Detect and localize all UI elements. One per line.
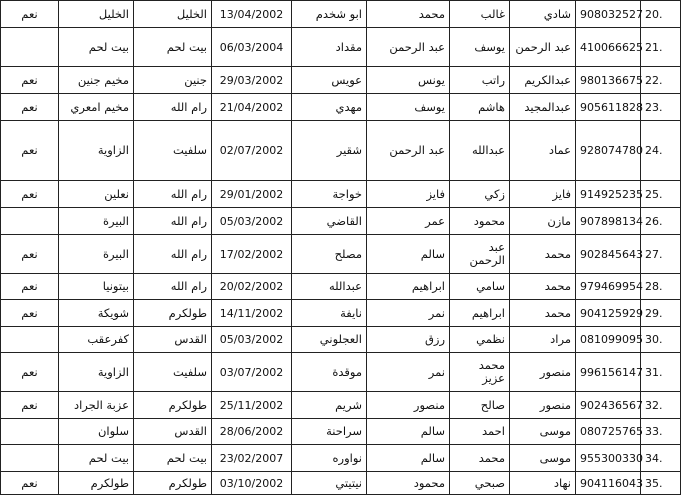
first-name-cell: شادي <box>510 1 576 28</box>
father-name-cell: سامي <box>450 274 510 300</box>
father-name-cell: محمد <box>450 445 510 472</box>
birth-date-cell: 14/11/2002 <box>212 300 292 327</box>
id-number-cell: 914925235 <box>576 181 641 208</box>
id-number-cell: 410066625 <box>576 28 641 67</box>
id-number-cell: 904116043 <box>576 472 641 495</box>
family-name-cell: شقير <box>292 121 367 181</box>
father-name-cell: صبحي <box>450 472 510 495</box>
first-name-cell: عماد <box>510 121 576 181</box>
birth-date-cell: 29/03/2002 <box>212 67 292 94</box>
flag-cell <box>1 445 59 472</box>
id-number-cell: 081099095 <box>576 327 641 353</box>
table-row <box>1 208 681 235</box>
flag-cell: نعم <box>1 300 59 327</box>
table-row <box>1 472 681 495</box>
flag-cell <box>1 327 59 353</box>
family-name-cell: عبدالله <box>292 274 367 300</box>
birth-date-cell: 06/03/2004 <box>212 28 292 67</box>
father-name-cell: راتب <box>450 67 510 94</box>
governorate-cell: طولكرم <box>134 392 212 419</box>
governorate-cell: جنين <box>134 67 212 94</box>
father-name-cell: احمد <box>450 419 510 445</box>
first-name-cell: عبد الرحمن <box>510 28 576 67</box>
birth-date-cell: 25/11/2002 <box>212 392 292 419</box>
father-name-cell: محمود <box>450 208 510 235</box>
grandfather-name-cell: سالم <box>367 419 450 445</box>
id-number-cell: 907898134 <box>576 208 641 235</box>
flag-cell <box>1 419 59 445</box>
first-name-cell: نهاد <box>510 472 576 495</box>
flag-cell: نعم <box>1 1 59 28</box>
first-name-cell: موسى <box>510 445 576 472</box>
flag-cell <box>1 28 59 67</box>
family-name-cell: العجلوني <box>292 327 367 353</box>
row-number-cell: 22. <box>641 67 681 94</box>
table-row <box>1 392 681 419</box>
birth-date-cell: 05/03/2002 <box>212 208 292 235</box>
table-row <box>1 235 681 274</box>
governorate-cell: طولكرم <box>134 472 212 495</box>
grandfather-name-cell: يوسف <box>367 94 450 121</box>
grandfather-name-cell: ابراهيم <box>367 274 450 300</box>
flag-cell: نعم <box>1 353 59 392</box>
family-name-cell: نواوره <box>292 445 367 472</box>
governorate-cell: القدس <box>134 327 212 353</box>
id-number-cell: 908032527 <box>576 1 641 28</box>
birth-date-cell: 03/10/2002 <box>212 472 292 495</box>
table-row <box>1 445 681 472</box>
locality-cell: الخليل <box>59 1 134 28</box>
id-number-cell: 080725765 <box>576 419 641 445</box>
locality-cell: سلوان <box>59 419 134 445</box>
first-name-cell: موسى <box>510 419 576 445</box>
table-row <box>1 300 681 327</box>
grandfather-name-cell: منصور <box>367 392 450 419</box>
governorate-cell: رام الله <box>134 208 212 235</box>
father-name-cell: نظمي <box>450 327 510 353</box>
row-number-cell: 33. <box>641 419 681 445</box>
birth-date-cell: 23/02/2007 <box>212 445 292 472</box>
grandfather-name-cell: عبد الرحمن <box>367 121 450 181</box>
father-name-cell: محمد عزيز <box>450 353 510 392</box>
birth-date-cell: 03/07/2002 <box>212 353 292 392</box>
grandfather-name-cell: نمر <box>367 300 450 327</box>
flag-cell: نعم <box>1 235 59 274</box>
locality-cell: نعلين <box>59 181 134 208</box>
locality-cell: بيتونيا <box>59 274 134 300</box>
family-name-cell: نيتيتي <box>292 472 367 495</box>
father-name-cell: ابراهيم <box>450 300 510 327</box>
first-name-cell: عبدالكريم <box>510 67 576 94</box>
locality-cell: البيرة <box>59 208 134 235</box>
family-name-cell: مقداد <box>292 28 367 67</box>
row-number-cell: 27. <box>641 235 681 274</box>
first-name-cell: منصور <box>510 392 576 419</box>
row-number-cell: 24. <box>641 121 681 181</box>
father-name-cell: يوسف <box>450 28 510 67</box>
row-number-cell: 20. <box>641 1 681 28</box>
family-name-cell: مهدي <box>292 94 367 121</box>
id-number-cell: 980136675 <box>576 67 641 94</box>
father-name-cell: عبدالله <box>450 121 510 181</box>
table-row <box>1 419 681 445</box>
first-name-cell: محمد <box>510 235 576 274</box>
governorate-cell: القدس <box>134 419 212 445</box>
flag-cell: نعم <box>1 181 59 208</box>
governorate-cell: طولكرم <box>134 300 212 327</box>
birth-date-cell: 28/06/2002 <box>212 419 292 445</box>
row-number-cell: 21. <box>641 28 681 67</box>
birth-date-cell: 20/02/2002 <box>212 274 292 300</box>
locality-cell: الزاوية <box>59 353 134 392</box>
row-number-cell: 23. <box>641 94 681 121</box>
grandfather-name-cell: نمر <box>367 353 450 392</box>
table-row <box>1 274 681 300</box>
birth-date-cell: 17/02/2002 <box>212 235 292 274</box>
first-name-cell: عبدالمجيد <box>510 94 576 121</box>
birth-date-cell: 21/04/2002 <box>212 94 292 121</box>
locality-cell: مخيم امعري <box>59 94 134 121</box>
father-name-cell: هاشم <box>450 94 510 121</box>
grandfather-name-cell: يونس <box>367 67 450 94</box>
family-name-cell: نايفة <box>292 300 367 327</box>
governorate-cell: سلفيت <box>134 353 212 392</box>
locality-cell: بيت لحم <box>59 28 134 67</box>
family-name-cell: سراحنة <box>292 419 367 445</box>
governorate-cell: الخليل <box>134 1 212 28</box>
id-number-cell: 905611828 <box>576 94 641 121</box>
governorate-cell: رام الله <box>134 94 212 121</box>
row-number-cell: 35. <box>641 472 681 495</box>
family-name-cell: موقدة <box>292 353 367 392</box>
row-number-cell: 34. <box>641 445 681 472</box>
governorate-cell: رام الله <box>134 274 212 300</box>
first-name-cell: مراد <box>510 327 576 353</box>
grandfather-name-cell: فايز <box>367 181 450 208</box>
father-name-cell: غالب <box>450 1 510 28</box>
row-number-cell: 25. <box>641 181 681 208</box>
table-row <box>1 67 681 94</box>
family-name-cell: مصلح <box>292 235 367 274</box>
row-number-cell: 28. <box>641 274 681 300</box>
table-row <box>1 353 681 392</box>
flag-cell: نعم <box>1 67 59 94</box>
table-row <box>1 1 681 28</box>
governorate-cell: رام الله <box>134 235 212 274</box>
locality-cell: البيرة <box>59 235 134 274</box>
id-number-cell: 902436567 <box>576 392 641 419</box>
flag-cell: نعم <box>1 392 59 419</box>
locality-cell: طولكرم <box>59 472 134 495</box>
grandfather-name-cell: عبد الرحمن <box>367 28 450 67</box>
row-number-cell: 32. <box>641 392 681 419</box>
row-number-cell: 26. <box>641 208 681 235</box>
grandfather-name-cell: محمد <box>367 1 450 28</box>
family-name-cell: عويس <box>292 67 367 94</box>
table-body <box>1 1 681 495</box>
governorate-cell: بيت لحم <box>134 445 212 472</box>
birth-date-cell: 05/03/2002 <box>212 327 292 353</box>
locality-cell: شويكة <box>59 300 134 327</box>
table-row <box>1 94 681 121</box>
row-number-cell: 29. <box>641 300 681 327</box>
locality-cell: مخيم جنين <box>59 67 134 94</box>
table-row <box>1 327 681 353</box>
family-name-cell: ابو شخدم <box>292 1 367 28</box>
father-name-cell: صالح <box>450 392 510 419</box>
locality-cell: عزبة الجراد <box>59 392 134 419</box>
flag-cell <box>1 208 59 235</box>
family-name-cell: شريم <box>292 392 367 419</box>
grandfather-name-cell: سالم <box>367 445 450 472</box>
locality-cell: الزاوية <box>59 121 134 181</box>
id-number-cell: 904125929 <box>576 300 641 327</box>
id-number-cell: 979469954 <box>576 274 641 300</box>
grandfather-name-cell: سالم <box>367 235 450 274</box>
birth-date-cell: 29/01/2002 <box>212 181 292 208</box>
flag-cell: نعم <box>1 472 59 495</box>
grandfather-name-cell: عمر <box>367 208 450 235</box>
id-number-cell: 996156147 <box>576 353 641 392</box>
first-name-cell: منصور <box>510 353 576 392</box>
first-name-cell: مازن <box>510 208 576 235</box>
family-name-cell: القاضي <box>292 208 367 235</box>
locality-cell: كفرعقب <box>59 327 134 353</box>
grandfather-name-cell: محمود <box>367 472 450 495</box>
first-name-cell: محمد <box>510 300 576 327</box>
grandfather-name-cell: رزق <box>367 327 450 353</box>
father-name-cell: عبد الرحمن <box>450 235 510 274</box>
flag-cell: نعم <box>1 274 59 300</box>
birth-date-cell: 13/04/2002 <box>212 1 292 28</box>
birth-date-cell: 02/07/2002 <box>212 121 292 181</box>
id-number-cell: 928074780 <box>576 121 641 181</box>
row-number-cell: 31. <box>641 353 681 392</box>
first-name-cell: محمد <box>510 274 576 300</box>
table-row <box>1 121 681 181</box>
governorate-cell: بيت لحم <box>134 28 212 67</box>
flag-cell: نعم <box>1 121 59 181</box>
father-name-cell: زكي <box>450 181 510 208</box>
row-number-cell: 30. <box>641 327 681 353</box>
id-number-cell: 955300330 <box>576 445 641 472</box>
table-row <box>1 181 681 208</box>
locality-cell: بيت لحم <box>59 445 134 472</box>
family-name-cell: خواجة <box>292 181 367 208</box>
table-row <box>1 28 681 67</box>
flag-cell: نعم <box>1 94 59 121</box>
governorate-cell: سلفيت <box>134 121 212 181</box>
governorate-cell: رام الله <box>134 181 212 208</box>
id-number-cell: 902845643 <box>576 235 641 274</box>
first-name-cell: فايز <box>510 181 576 208</box>
